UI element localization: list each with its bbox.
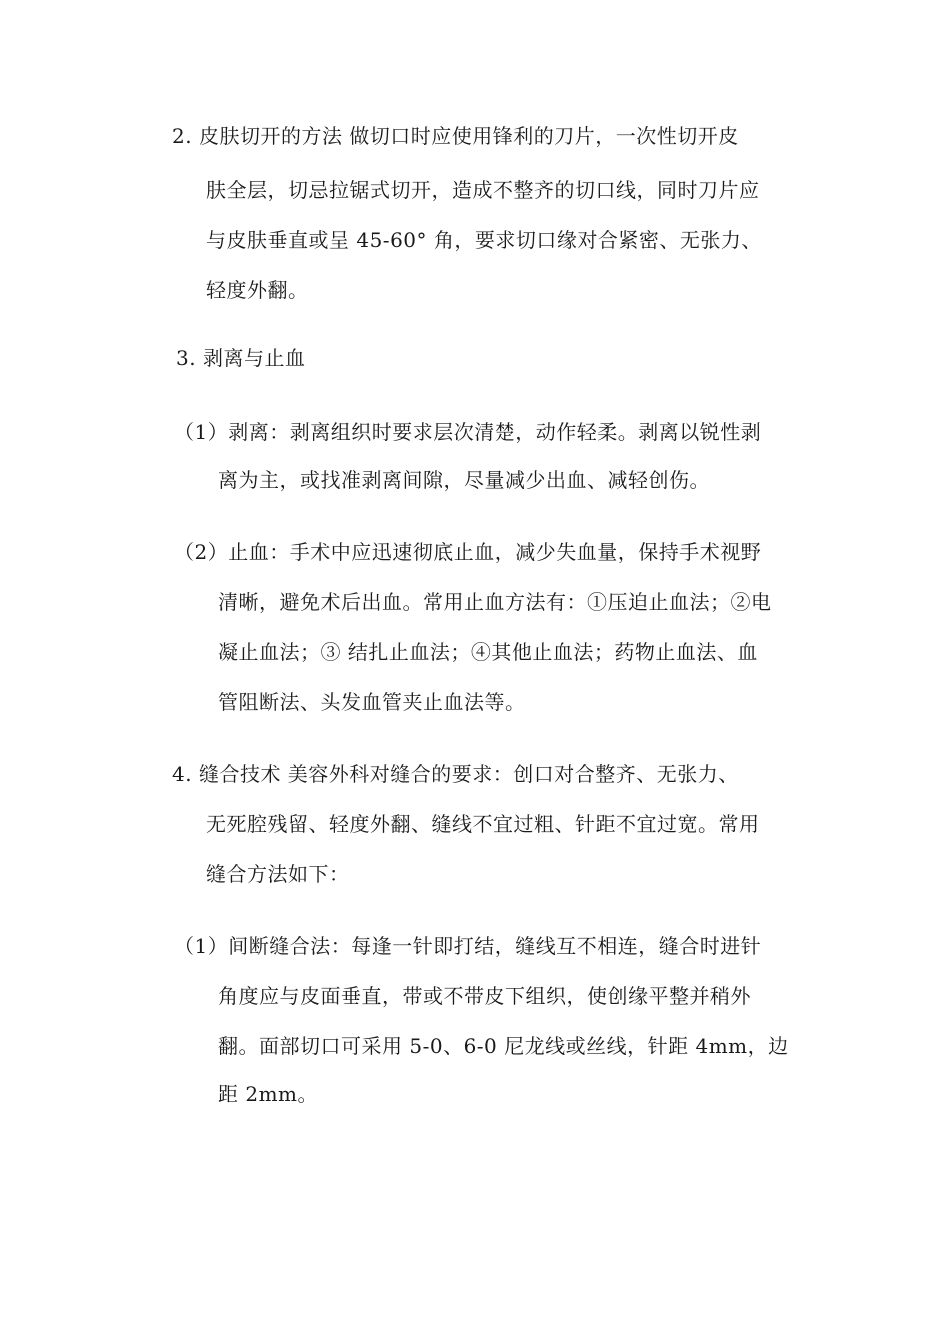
section3-item1-line-1: （1）剥离：剥离组织时要求层次清楚，动作轻柔。剥离以锐性剥 (174, 420, 762, 444)
section2-line-1: 2. 皮肤切开的方法 做切口时应使用锋利的刀片，一次性切开皮 (172, 124, 739, 148)
section3-item2-line-4: 管阻断法、头发血管夹止血法等。 (218, 690, 526, 714)
section3-item1-line-2: 离为主，或找准剥离间隙，尽量减少出血、减轻创伤。 (218, 468, 710, 492)
section4-item1-line-1: （1）间断缝合法：每逢一针即打结，缝线互不相连，缝合时进针 (174, 934, 762, 958)
section3-heading: 3. 剥离与止血 (176, 346, 306, 370)
section4-line-1: 4. 缝合技术 美容外科对缝合的要求：创口对合整齐、无张力、 (172, 762, 739, 786)
section4-line-3: 缝合方法如下： (206, 862, 350, 886)
section2-line-4: 轻度外翻。 (206, 278, 309, 302)
section3-item2-line-1: （2）止血：手术中应迅速彻底止血，减少失血量，保持手术视野 (174, 540, 762, 564)
section4-item1-line-3: 翻。面部切口可采用 5-0、6-0 尼龙线或丝线，针距 4mm，边 (218, 1034, 789, 1058)
section2-line-3: 与皮肤垂直或呈 45-60° 角，要求切口缘对合紧密、无张力、 (206, 228, 762, 252)
section2-line-2: 肤全层，切忌拉锯式切开，造成不整齐的切口线，同时刀片应 (206, 178, 760, 202)
section4-item1-line-2: 角度应与皮面垂直，带或不带皮下组织，使创缘平整并稍外 (218, 984, 751, 1008)
section3-item2-line-3: 凝止血法；③ 结扎止血法；④其他止血法；药物止血法、血 (218, 640, 758, 664)
section4-line-2: 无死腔残留、轻度外翻、缝线不宜过粗、针距不宜过宽。常用 (206, 812, 760, 836)
section4-item1-line-4: 距 2mm。 (218, 1082, 319, 1106)
section3-item2-line-2: 清晰，避免术后出血。常用止血方法有：①压迫止血法；②电 (218, 590, 772, 614)
